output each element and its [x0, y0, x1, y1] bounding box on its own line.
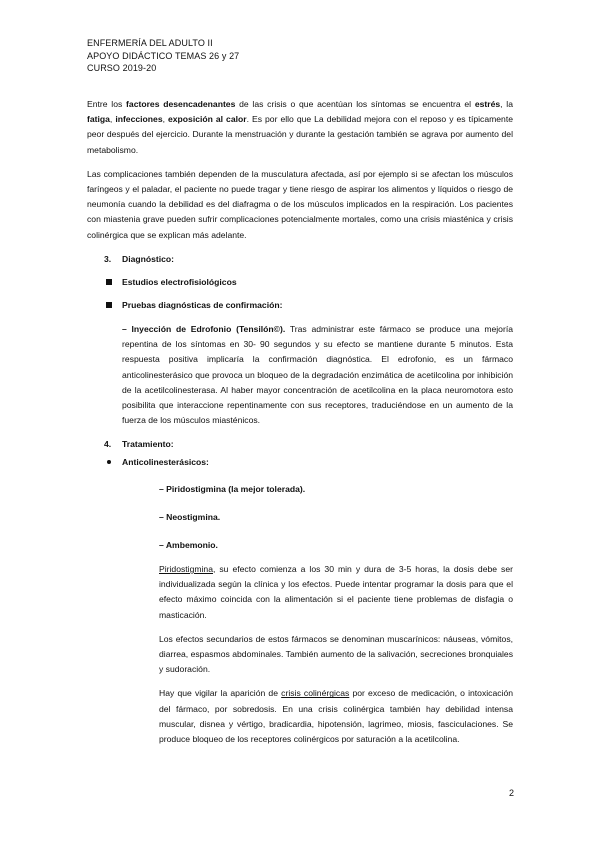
section-title: Tratamiento: [122, 439, 174, 450]
text-run: Tras administrar este fármaco se produce una mejoría repentina de los síntomas en 30- 90 segundos y su efecto se mantiene durante 5 minutos. Esta respuesta positiva implicaría la confirmación diagnóstica. El edrofonio, es un fármaco anticolinesterásico que provoca un bloqueo de la degradación enzimática de acetilcolina por inhibición de la acetilcolinesterasa. Al haber mayor concentración de acetilcolina en la placa neuromotora esto posibilita que interaccione repentinamente con sus receptores, traduciéndose en un aumento de la fuerza de los músculos miasténicos. [122, 324, 513, 426]
underlined-run: Piridostigmina [159, 564, 213, 575]
text-run: de las crisis o que acentúan los síntomas se encuentra el [235, 99, 475, 109]
text-run: , su efecto comienza a los 30 min y dura de 3-5 horas, la dosis debe ser individualizada según la clínica y los efectos. Puede intentar programar la dosis para que el efecto máximo coincida con la alimentación si el paciente tiene problemas de disfagia o masticación. [159, 564, 513, 620]
bold-run: factores desencadenantes [126, 99, 236, 109]
bullet-text: Pruebas diagnósticas de confirmación: [122, 300, 283, 311]
course-title: ENFERMERÍA DEL ADULTO II [87, 38, 213, 48]
text-run: , [162, 114, 168, 125]
section-number: 3. [104, 253, 112, 264]
text-run: Entre los [87, 99, 127, 109]
section-title: Diagnóstico: [122, 253, 175, 264]
bold-run: – Inyección de Edrofonio (Tensilón©). [122, 324, 286, 335]
drug-item: – Piridostigmina (la mejor tolerada). [159, 483, 306, 494]
bold-run: fatiga [87, 114, 110, 125]
paragraph-edrophonium [122, 322, 513, 428]
text-run: , la [500, 99, 513, 109]
text-run: . Es por ello que La debilidad mejora con el reposo y es típicamente peor después del ejercicio. Durante la menstruación y durante la gestación también se agrava por aumento del metabolismo. [87, 114, 513, 155]
page-number: 2 [509, 788, 515, 798]
bullet-anticholinesterase [87, 455, 513, 470]
document-header [87, 37, 239, 75]
bold-run: infecciones [115, 114, 163, 125]
paragraph-cholinergic-crisis [159, 686, 513, 747]
paragraph-side-effects: Los efectos secundarios de estos fármacos se denominan muscarínicos: náuseas, vómitos, diarrea, espasmos abdominales. También aumento de la salivación, secreciones bronquiales y sudoración. [159, 633, 513, 675]
course-year: CURSO 2019-20 [87, 63, 157, 73]
bullet-confirmation-tests [87, 298, 513, 313]
text-run: por exceso de medicación, o intoxicación del fármaco, por sobredosis. En una crisis colinérgica también hay debilidad intensa muscular, disnea y vértigo, bradicardia, hipotensión, lagrimeo, miosis, fasciculaciones. Se produce bloqueo de los receptores colinérgicos por saturación a la acetilcolina. [159, 688, 514, 745]
paragraph-complications: Las complicaciones también dependen de la musculatura afectada, así por ejemplo si se afectan los músculos faríngeos y el paladar, el paciente no puede tragar y tiene riesgo de aspirar los alimentos y líquidos o riesgo de neumonía cuando la debilidad es del diafragma o de los músculos implicados en la respiración. Los pacientes con miastenia grave pueden sufrir complicaciones potencialmente mortales, como una crisis miasténica y crisis colinérgica que se explican más adelante. [87, 168, 513, 240]
text-run: , [109, 114, 116, 125]
didactic-support: APOYO DIDÁCTICO TEMAS 26 y 27 [87, 50, 240, 61]
bold-run: estrés [474, 99, 501, 109]
text-run: Hay que vigilar la aparición de [159, 688, 282, 699]
bullet-electrophysiology [87, 275, 513, 290]
bold-run: exposición al calor [168, 114, 247, 125]
section-treatment [87, 437, 513, 452]
underlined-run: crisis colinérgicas [281, 688, 350, 699]
square-bullet-icon [106, 279, 112, 285]
bullet-text: Estudios electrofisiológicos [122, 277, 237, 288]
drug-item: – Ambemonio. [159, 540, 218, 551]
bullet-text: Anticolinesterásicos: [122, 456, 209, 467]
paragraph-triggers [87, 97, 513, 158]
section-number: 4. [104, 439, 112, 450]
section-diagnosis [87, 252, 513, 267]
square-bullet-icon [106, 302, 112, 308]
document-body [87, 97, 513, 756]
drug-item: – Neostigmina. [159, 512, 221, 523]
paragraph-pyridostigmine [159, 562, 513, 623]
round-bullet-icon [107, 460, 111, 464]
